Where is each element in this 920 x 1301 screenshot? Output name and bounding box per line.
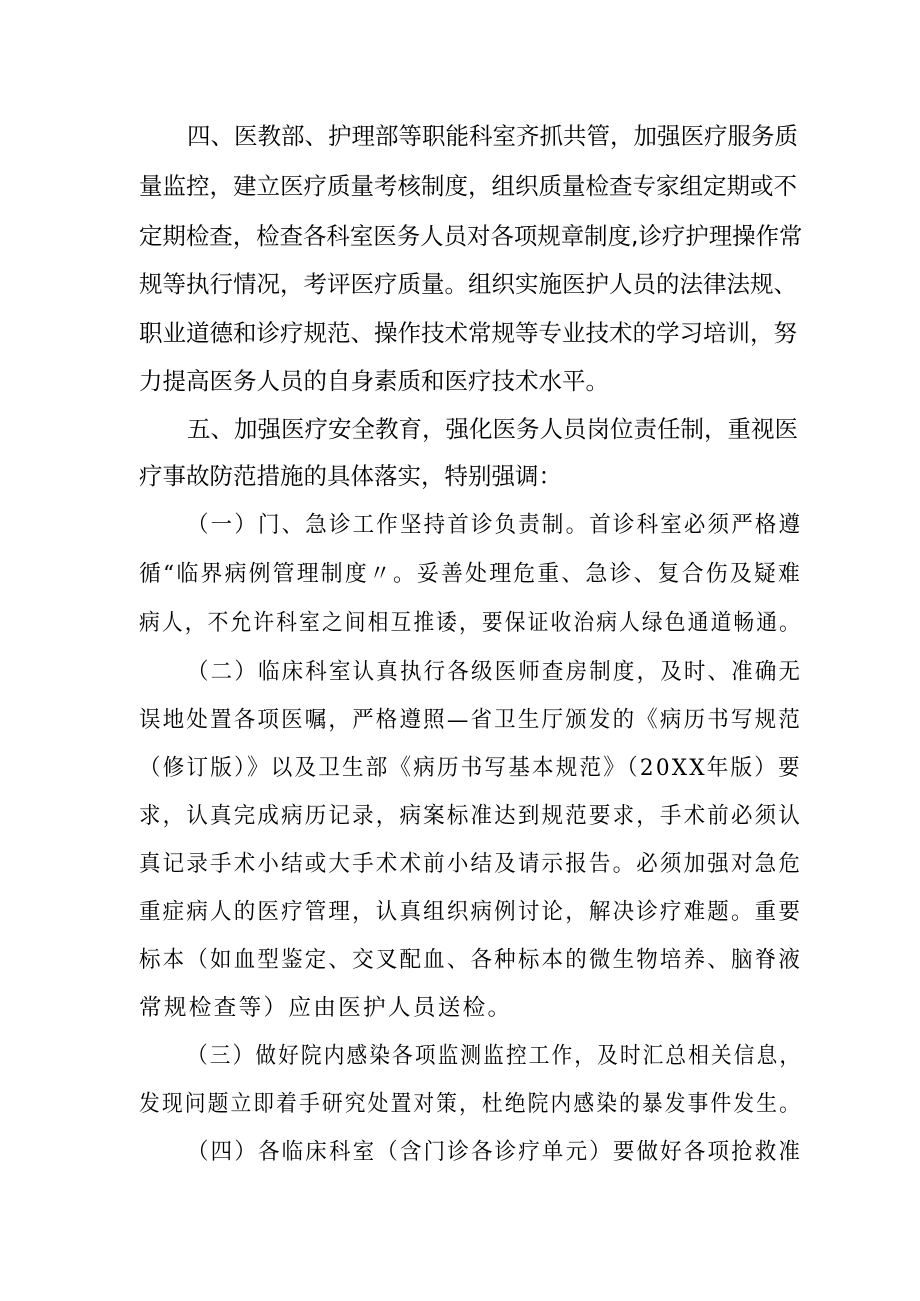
text-line-17: 重症病人的医疗管理，认真组织病例讨论，解决诊疗难题。重要 <box>139 899 803 925</box>
text-line-6: 力提高医务人员的自身素质和医疗技术水平。 <box>139 367 609 395</box>
text-line-21: 发现问题立即着手研究处置对策，杜绝院内感染的暴发事件发生。 <box>139 1091 802 1117</box>
text-line-22: （四）各临床科室（含门诊各诊疗单元）要做好各项抢救准 <box>187 1139 803 1165</box>
text-line-15: 求，认真完成病历记录，病案标准达到规范要求，手术前必须认 <box>139 803 803 829</box>
text-line-4: 规等执行情况，考评医疗质量。组织实施医护人员的法律法规、 <box>139 270 797 298</box>
text-line-3: 定期检查，检查各科室医务人员对各项规章制度,诊疗护理操作常 <box>139 222 803 250</box>
text-line-7: 五、加强医疗安全教育，强化医务人员岗位责任制，重视医 <box>187 415 798 443</box>
text-line-1: 四、医教部、护理部等职能科室齐抓共管，加强医疗服务质 <box>187 122 798 150</box>
text-line-5: 职业道德和诊疗规范、操作技术常规等专业技术的学习培训，努 <box>139 319 797 347</box>
text-line-11: 病人，不允许科室之间相互推诿，要保证收治病人绿色通道畅通。 <box>139 610 802 636</box>
text-line-16: 真记录手术小结或大手术术前小结及请示报告。必须加强对急危 <box>139 851 803 877</box>
text-line-18: 标本（如血型鉴定、交叉配血、各种标本的微生物培养、脑脊液 <box>139 947 803 973</box>
text-line-8: 疗事故防范措施的具体落实，特别强调： <box>139 462 562 490</box>
text-line-20: （三）做好院内感染各项监测监控工作，及时汇总相关信息， <box>187 1043 803 1069</box>
text-line-12: （二）临床科室认真执行各级医师查房制度，及时、准确无 <box>187 659 803 685</box>
text-line-2: 量监控，建立医疗质量考核制度，组织质量检查专家组定期或不 <box>139 172 797 200</box>
text-line-10: 循“临界病例管理制度〃。妥善处理危重、急诊、复合伤及疑难 <box>139 561 803 587</box>
text-line-9: （一）门、急诊工作坚持首诊负责制。首诊科室必须严格遵 <box>187 512 803 538</box>
text-line-14: （修订版）》以及卫生部《病历书写基本规范》（20XX年版）要 <box>139 755 802 781</box>
text-line-19: 常规检查等）应由医护人员送检。 <box>139 995 513 1021</box>
text-line-13: 误地处置各项医嘱，严格遵照—省卫生厅颁发的《病历书写规范 <box>139 707 803 733</box>
